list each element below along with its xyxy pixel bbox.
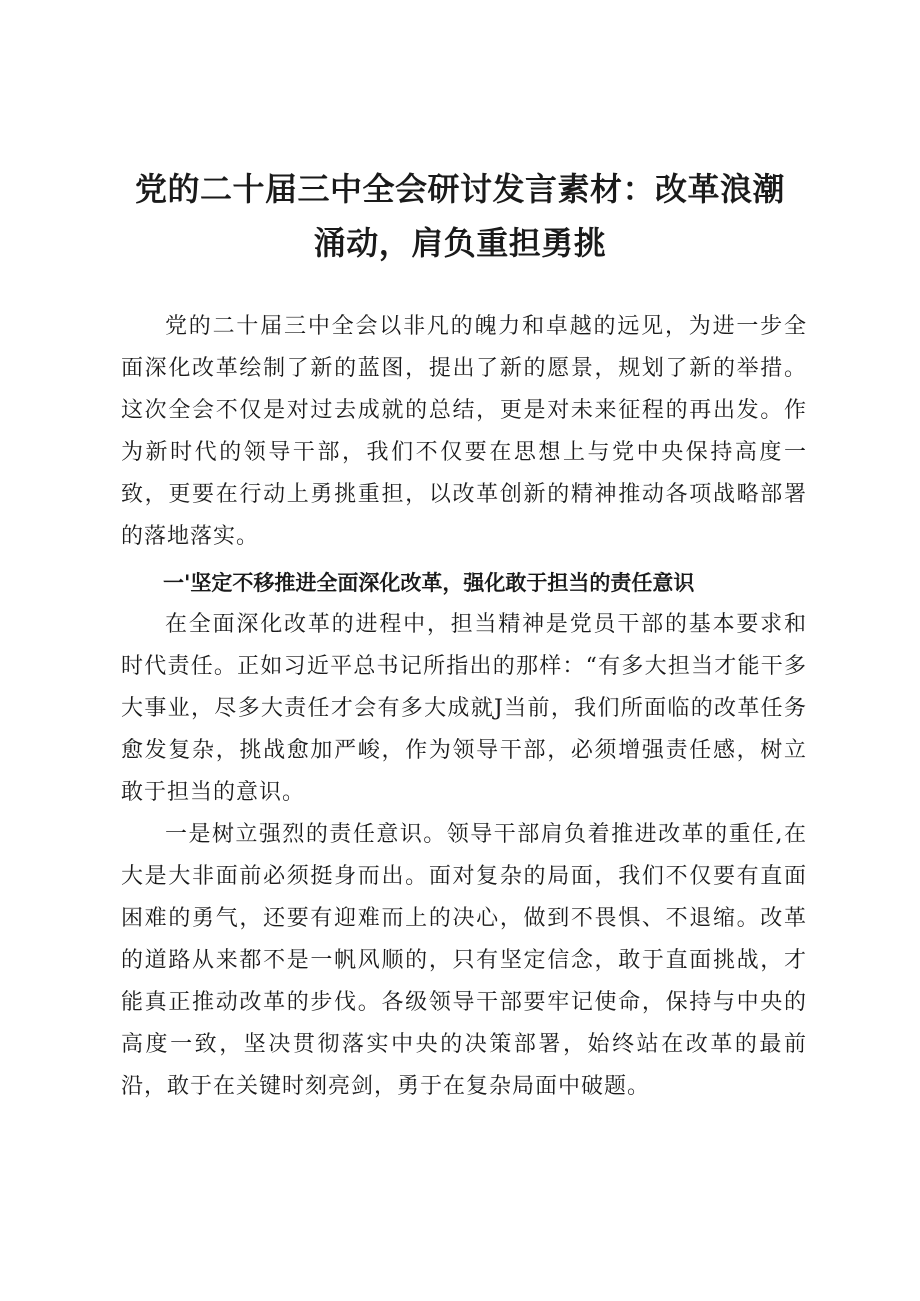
document-body [121,306,807,1108]
intro-paragraph: 党的二十届三中全会以非凡的魄力和卓越的远见，为进一步全面深化改革绘制了新的蓝图，提出了新的愿景，规划了新的举措。这次全会不仅是对过去成就的总结，更是对未来征程的再出发。作为新时代的领导干部，我们不仅要在思想上与党中央保持高度一致，更要在行动上勇挑重担，以改革创新的精神推动各项战略部署的落地落实。 [121,314,807,549]
title-line-1: 党的二十届三中全会研讨发言素材：改革浪潮 [134,170,785,208]
section-paragraph: 在全面深化改革的进程中，担当精神是党员干部的基本要求和时代责任。正如习近平总书记所指出的那样：“有多大担当才能干多大事业，尽多大责任才会有多大成就J当前，我们所面临的改革任务愈发复杂，挑战愈加严峻，作为领导干部，必须增强责任感，树立敢于担当的意识。 [121,612,807,805]
document-title [118,162,802,270]
section-heading: 一'坚定不移推进全面深化改革，强化敢于担当的责任意识 [163,571,695,595]
section-paragraph: 一是树立强烈的责任意识。领导干部肩负着推进改革的重任,在大是大非面前必须挺身而出。面对复杂的局面，我们不仅要有直面困难的勇气，还要有迎难而上的决心，做到不畏惧、不退缩。改革的道路从来都不是一帆风顺的，只有坚定信念，敢于直面挑战，才能真正推动改革的步伐。各级领导干部要牢记使命，保持与中央的高度一致，坚决贯彻落实中央的决策部署，始终站在改革的最前沿，敢于在关键时刻亮剑，勇于在复杂局面中破题。 [121,822,807,1099]
title-line-2: 涌动，肩负重担勇挑 [313,224,607,262]
